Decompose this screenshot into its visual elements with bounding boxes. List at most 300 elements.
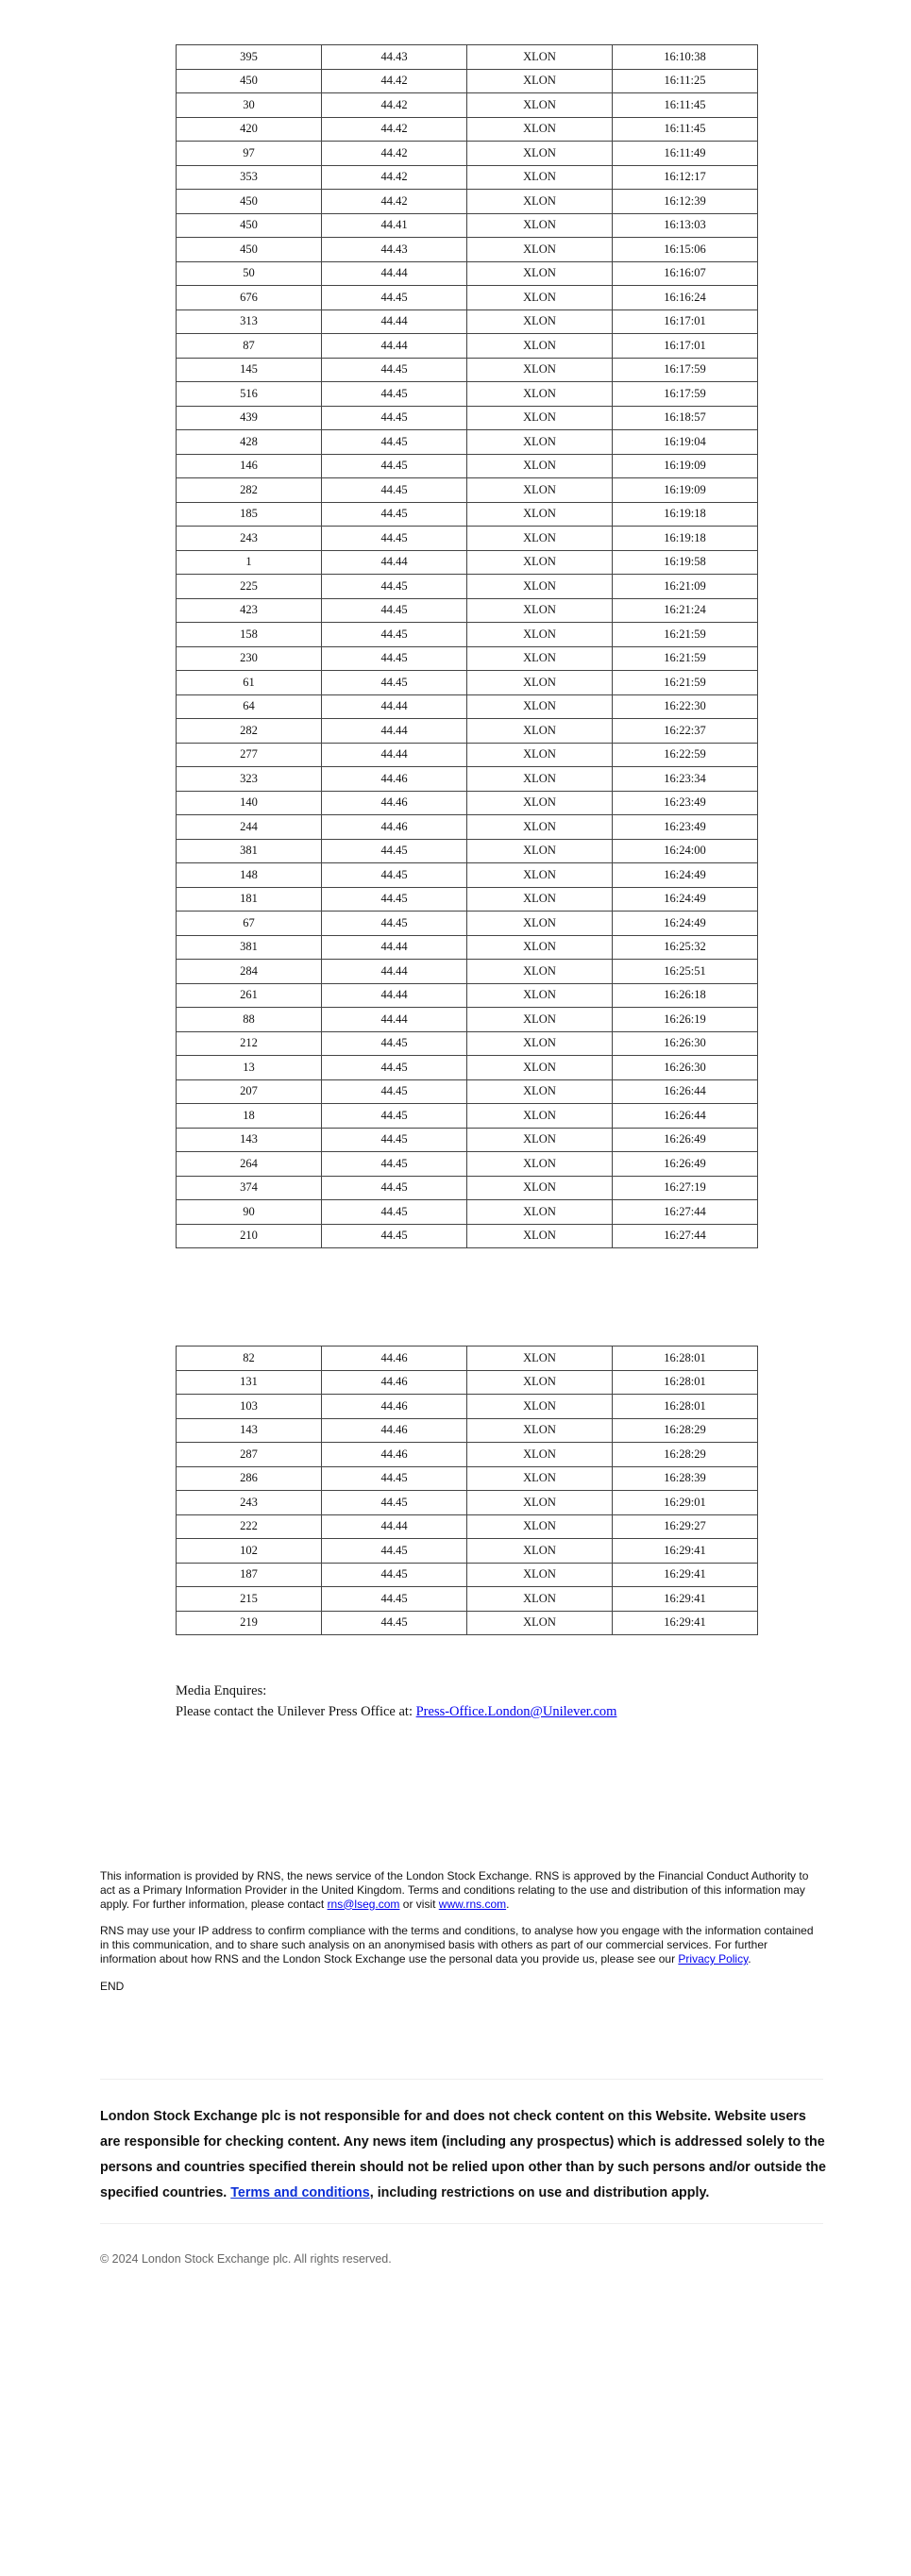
table-cell: 90: [177, 1200, 322, 1225]
table-cell: 264: [177, 1152, 322, 1177]
table-row: [177, 213, 758, 238]
table-cell: XLON: [467, 1031, 613, 1056]
table-cell: XLON: [467, 1514, 613, 1539]
table-cell: XLON: [467, 1611, 613, 1635]
table-cell: XLON: [467, 646, 613, 671]
rns-website-link[interactable]: www.rns.com: [438, 1897, 507, 1911]
table-cell: 44.46: [322, 1443, 467, 1467]
table-cell: 44.45: [322, 598, 467, 623]
media-heading: Media Enquires:: [176, 1683, 267, 1698]
table-cell: 16:23:34: [613, 767, 758, 792]
table-row: [177, 142, 758, 166]
table-row: [177, 93, 758, 118]
table-cell: 30: [177, 93, 322, 118]
table-row: [177, 1418, 758, 1443]
table-cell: 44.45: [322, 1200, 467, 1225]
table-cell: XLON: [467, 238, 613, 262]
table-row: [177, 238, 758, 262]
table-cell: 44.46: [322, 791, 467, 815]
transactions-table-2: [176, 1346, 758, 1635]
table-cell: 44.44: [322, 694, 467, 719]
table-cell: XLON: [467, 1370, 613, 1395]
table-cell: 420: [177, 117, 322, 142]
table-cell: 44.46: [322, 1395, 467, 1419]
table-cell: 44.44: [322, 743, 467, 767]
table-row: [177, 190, 758, 214]
table-cell: 44.45: [322, 646, 467, 671]
table-cell: 44.45: [322, 1224, 467, 1248]
table-cell: XLON: [467, 1563, 613, 1587]
table-cell: XLON: [467, 550, 613, 575]
table-cell: 16:24:49: [613, 863, 758, 888]
table-cell: 44.45: [322, 1611, 467, 1635]
table-cell: 143: [177, 1128, 322, 1152]
table-cell: 97: [177, 142, 322, 166]
table-cell: 16:27:19: [613, 1176, 758, 1200]
table-cell: 16:12:17: [613, 165, 758, 190]
table-cell: XLON: [467, 1587, 613, 1612]
table-cell: 44.46: [322, 815, 467, 840]
table-cell: 145: [177, 358, 322, 382]
table-cell: 222: [177, 1514, 322, 1539]
table-row: [177, 69, 758, 93]
table-cell: XLON: [467, 1056, 613, 1080]
table-cell: 44.42: [322, 69, 467, 93]
table-cell: 44.44: [322, 550, 467, 575]
table-cell: 16:27:44: [613, 1224, 758, 1248]
table-cell: 87: [177, 334, 322, 359]
transactions-table-1: [176, 44, 758, 1248]
lse-disclaimer: [100, 2104, 827, 2206]
table-cell: 16:28:01: [613, 1395, 758, 1419]
table-cell: 44.42: [322, 165, 467, 190]
table-cell: 67: [177, 912, 322, 936]
table-cell: 16:22:59: [613, 743, 758, 767]
table-cell: 16:28:29: [613, 1418, 758, 1443]
table-cell: XLON: [467, 286, 613, 310]
table-row: [177, 575, 758, 599]
table-cell: 64: [177, 694, 322, 719]
table-cell: 44.42: [322, 142, 467, 166]
rns-email-link[interactable]: rns@lseg.com: [327, 1897, 400, 1911]
table-row: [177, 309, 758, 334]
rns-p1-text-3: .: [506, 1897, 510, 1911]
table-cell: XLON: [467, 1539, 613, 1564]
table-cell: XLON: [467, 1443, 613, 1467]
table-cell: 16:29:41: [613, 1539, 758, 1564]
table-cell: 44.45: [322, 1079, 467, 1104]
table-cell: 16:18:57: [613, 406, 758, 430]
table-cell: 16:29:01: [613, 1491, 758, 1515]
table-cell: XLON: [467, 213, 613, 238]
table-cell: 516: [177, 382, 322, 407]
table-cell: XLON: [467, 69, 613, 93]
table-cell: XLON: [467, 142, 613, 166]
table-cell: 44.46: [322, 1347, 467, 1371]
table-cell: 44.45: [322, 1491, 467, 1515]
table-cell: 61: [177, 671, 322, 695]
table-cell: 44.44: [322, 983, 467, 1008]
table-cell: 44.45: [322, 887, 467, 912]
table-cell: 44.45: [322, 430, 467, 455]
table-cell: 44.45: [322, 286, 467, 310]
table-row: [177, 623, 758, 647]
table-cell: 16:19:18: [613, 502, 758, 527]
table-cell: 44.45: [322, 1056, 467, 1080]
table-row: [177, 382, 758, 407]
table-cell: XLON: [467, 863, 613, 888]
table-cell: 44.42: [322, 117, 467, 142]
end-marker: END: [100, 1979, 125, 1993]
table-cell: 395: [177, 45, 322, 70]
table-cell: 16:28:01: [613, 1370, 758, 1395]
table-cell: XLON: [467, 45, 613, 70]
table-cell: 16:19:04: [613, 430, 758, 455]
table-cell: 16:24:49: [613, 887, 758, 912]
table-cell: 44.45: [322, 671, 467, 695]
table-cell: XLON: [467, 406, 613, 430]
table-row: [177, 527, 758, 551]
table-cell: XLON: [467, 261, 613, 286]
table-cell: XLON: [467, 791, 613, 815]
table-cell: 16:12:39: [613, 190, 758, 214]
table-row: [177, 1587, 758, 1612]
table-cell: XLON: [467, 1176, 613, 1200]
table-cell: 210: [177, 1224, 322, 1248]
table-cell: XLON: [467, 1491, 613, 1515]
rns-p1-text: This information is provided by RNS, the news service of the London Stock Exchange. RNS is approved by the Financial Conduct Authority to act as a Primary Information Provider in the United Kingdom. Terms and conditions relating to the use and distribution of this information may apply. For further information, please contact: [100, 1869, 809, 1911]
table-cell: 148: [177, 863, 322, 888]
table-cell: XLON: [467, 1466, 613, 1491]
table-cell: 185: [177, 502, 322, 527]
table-cell: 16:26:49: [613, 1128, 758, 1152]
table-cell: XLON: [467, 960, 613, 984]
table-row: [177, 983, 758, 1008]
table-row: [177, 1056, 758, 1080]
table-cell: 16:16:07: [613, 261, 758, 286]
table-cell: XLON: [467, 93, 613, 118]
divider: [100, 2079, 823, 2080]
table-cell: 381: [177, 839, 322, 863]
table-cell: 44.45: [322, 406, 467, 430]
table-cell: 423: [177, 598, 322, 623]
table-cell: 44.45: [322, 502, 467, 527]
table-cell: 244: [177, 815, 322, 840]
table-cell: XLON: [467, 430, 613, 455]
table-cell: 143: [177, 1418, 322, 1443]
table-cell: XLON: [467, 478, 613, 503]
disclaimer-text: London Stock Exchange plc is not responsible for and does not check content on this Website. Website users are responsible for checking content. Any news item (including any prospectus) which is addressed solely to the persons and countries specified therein should not be relied upon other than by such persons and/or outside the specified countries.: [100, 2109, 826, 2200]
table-cell: 16:26:19: [613, 1008, 758, 1032]
table-row: [177, 960, 758, 984]
table-cell: 16:24:49: [613, 912, 758, 936]
table-cell: 16:11:25: [613, 69, 758, 93]
table-cell: XLON: [467, 165, 613, 190]
table-cell: 44.45: [322, 575, 467, 599]
table-cell: 16:28:29: [613, 1443, 758, 1467]
table-cell: 16:15:06: [613, 238, 758, 262]
table-cell: 16:21:59: [613, 671, 758, 695]
table-cell: 44.45: [322, 382, 467, 407]
table-row: [177, 1539, 758, 1564]
table-cell: 16:19:18: [613, 527, 758, 551]
table-row: [177, 839, 758, 863]
table-cell: 18: [177, 1104, 322, 1129]
table-cell: 44.45: [322, 1104, 467, 1129]
table-cell: XLON: [467, 1128, 613, 1152]
table-cell: XLON: [467, 983, 613, 1008]
rns-p2-text-2: .: [748, 1951, 751, 1965]
table-row: [177, 334, 758, 359]
table-cell: 13: [177, 1056, 322, 1080]
divider: [100, 2223, 823, 2224]
table-cell: 450: [177, 213, 322, 238]
media-enquiries: [176, 1681, 616, 1722]
table-cell: 243: [177, 1491, 322, 1515]
table-row: [177, 671, 758, 695]
table-cell: 44.43: [322, 45, 467, 70]
table-cell: 44.45: [322, 839, 467, 863]
table-cell: 44.44: [322, 309, 467, 334]
table-row: [177, 406, 758, 430]
table-cell: 16:21:09: [613, 575, 758, 599]
table-cell: 16:25:51: [613, 960, 758, 984]
table-cell: 44.45: [322, 912, 467, 936]
table-cell: 44.45: [322, 1176, 467, 1200]
table-cell: 277: [177, 743, 322, 767]
table-cell: 313: [177, 309, 322, 334]
table-row: [177, 1176, 758, 1200]
table-row: [177, 550, 758, 575]
table-row: [177, 1104, 758, 1129]
press-office-email-link[interactable]: Press-Office.London@Unilever.com: [415, 1704, 617, 1719]
table-row: [177, 1008, 758, 1032]
table-cell: 146: [177, 454, 322, 478]
table-cell: 16:21:59: [613, 646, 758, 671]
table-cell: XLON: [467, 334, 613, 359]
table-row: [177, 743, 758, 767]
table-cell: 230: [177, 646, 322, 671]
table-cell: 44.45: [322, 863, 467, 888]
table-cell: 16:28:39: [613, 1466, 758, 1491]
table-row: [177, 1152, 758, 1177]
table-cell: 16:29:41: [613, 1587, 758, 1612]
table-cell: XLON: [467, 623, 613, 647]
table-cell: 88: [177, 1008, 322, 1032]
table-cell: XLON: [467, 598, 613, 623]
table-cell: XLON: [467, 743, 613, 767]
rns-privacy-paragraph: [100, 1924, 818, 1965]
table-cell: XLON: [467, 815, 613, 840]
table-cell: XLON: [467, 527, 613, 551]
table-cell: 44.44: [322, 334, 467, 359]
table-cell: 44.46: [322, 767, 467, 792]
table-cell: 181: [177, 887, 322, 912]
table-cell: 16:17:59: [613, 382, 758, 407]
table-cell: XLON: [467, 1418, 613, 1443]
table-cell: XLON: [467, 117, 613, 142]
table-cell: 82: [177, 1347, 322, 1371]
table-cell: XLON: [467, 190, 613, 214]
table-cell: 323: [177, 767, 322, 792]
table-cell: 16:19:58: [613, 550, 758, 575]
table-cell: 450: [177, 190, 322, 214]
table-cell: 353: [177, 165, 322, 190]
table-row: [177, 863, 758, 888]
table-cell: 676: [177, 286, 322, 310]
table-row: [177, 358, 758, 382]
table-cell: 187: [177, 1563, 322, 1587]
table-row: [177, 286, 758, 310]
table-cell: XLON: [467, 767, 613, 792]
table-cell: XLON: [467, 1347, 613, 1371]
table-cell: 44.45: [322, 1563, 467, 1587]
table-cell: 44.43: [322, 238, 467, 262]
table-cell: 16:10:38: [613, 45, 758, 70]
table-row: [177, 1514, 758, 1539]
table-row: [177, 887, 758, 912]
table-row: [177, 767, 758, 792]
table-cell: 16:11:45: [613, 117, 758, 142]
table-cell: XLON: [467, 309, 613, 334]
table-cell: 16:11:49: [613, 142, 758, 166]
table-row: [177, 1347, 758, 1371]
table-cell: 44.45: [322, 1539, 467, 1564]
table-cell: 16:22:30: [613, 694, 758, 719]
table-row: [177, 478, 758, 503]
privacy-policy-link[interactable]: Privacy Policy: [678, 1951, 749, 1965]
table-cell: 44.45: [322, 454, 467, 478]
table-cell: 44.45: [322, 358, 467, 382]
table-row: [177, 1031, 758, 1056]
table-cell: XLON: [467, 935, 613, 960]
table-cell: 243: [177, 527, 322, 551]
table-cell: 16:22:37: [613, 719, 758, 744]
table-row: [177, 1128, 758, 1152]
table-cell: 381: [177, 935, 322, 960]
table-cell: XLON: [467, 382, 613, 407]
table-cell: 44.44: [322, 719, 467, 744]
table-cell: 282: [177, 719, 322, 744]
table-cell: 428: [177, 430, 322, 455]
table-cell: XLON: [467, 694, 613, 719]
table-cell: 44.45: [322, 1466, 467, 1491]
table-cell: 44.42: [322, 190, 467, 214]
table-cell: XLON: [467, 887, 613, 912]
table-row: [177, 1563, 758, 1587]
table-row: [177, 502, 758, 527]
table-cell: 16:16:24: [613, 286, 758, 310]
table-cell: 16:19:09: [613, 478, 758, 503]
table-cell: XLON: [467, 1152, 613, 1177]
table-cell: 287: [177, 1443, 322, 1467]
table-cell: 225: [177, 575, 322, 599]
table-cell: 102: [177, 1539, 322, 1564]
table-cell: 16:11:45: [613, 93, 758, 118]
table-cell: XLON: [467, 1395, 613, 1419]
table-row: [177, 165, 758, 190]
table-cell: XLON: [467, 1224, 613, 1248]
media-contact: [176, 1701, 616, 1722]
table-cell: XLON: [467, 912, 613, 936]
table-row: [177, 261, 758, 286]
table-row: [177, 815, 758, 840]
table-cell: 1: [177, 550, 322, 575]
table-cell: 44.44: [322, 1514, 467, 1539]
table-row: [177, 598, 758, 623]
table-cell: 219: [177, 1611, 322, 1635]
table-cell: 44.41: [322, 213, 467, 238]
table-cell: 207: [177, 1079, 322, 1104]
table-cell: 16:29:41: [613, 1563, 758, 1587]
table-row: [177, 117, 758, 142]
table-row: [177, 1224, 758, 1248]
table-cell: 374: [177, 1176, 322, 1200]
terms-and-conditions-link[interactable]: Terms and conditions: [230, 2185, 370, 2200]
table-row: [177, 791, 758, 815]
table-cell: 286: [177, 1466, 322, 1491]
table-cell: 16:26:30: [613, 1056, 758, 1080]
table-cell: 44.44: [322, 960, 467, 984]
table-cell: 103: [177, 1395, 322, 1419]
table-row: [177, 694, 758, 719]
table-cell: XLON: [467, 1200, 613, 1225]
table-cell: 16:17:01: [613, 309, 758, 334]
table-row: [177, 430, 758, 455]
table-cell: 16:23:49: [613, 815, 758, 840]
table-cell: 16:13:03: [613, 213, 758, 238]
table-cell: 284: [177, 960, 322, 984]
rns-provider-paragraph: [100, 1869, 818, 1911]
table-cell: 44.46: [322, 1418, 467, 1443]
table-cell: 44.44: [322, 935, 467, 960]
table-cell: 158: [177, 623, 322, 647]
table-row: [177, 454, 758, 478]
table-cell: XLON: [467, 839, 613, 863]
table-cell: 16:29:27: [613, 1514, 758, 1539]
table-cell: 16:26:18: [613, 983, 758, 1008]
table-row: [177, 45, 758, 70]
table-cell: 16:17:59: [613, 358, 758, 382]
table-cell: XLON: [467, 502, 613, 527]
table-cell: 215: [177, 1587, 322, 1612]
table-cell: 16:28:01: [613, 1347, 758, 1371]
table-cell: 16:25:32: [613, 935, 758, 960]
table-cell: 44.45: [322, 527, 467, 551]
table-row: [177, 1443, 758, 1467]
table-cell: 450: [177, 238, 322, 262]
table-cell: 16:24:00: [613, 839, 758, 863]
table-cell: 44.44: [322, 261, 467, 286]
table-cell: 16:26:30: [613, 1031, 758, 1056]
rns-p1-text-2: or visit: [399, 1897, 439, 1911]
table-cell: 140: [177, 791, 322, 815]
table-row: [177, 646, 758, 671]
table-cell: 16:29:41: [613, 1611, 758, 1635]
table-cell: 439: [177, 406, 322, 430]
table-cell: 282: [177, 478, 322, 503]
table-cell: XLON: [467, 1008, 613, 1032]
table-cell: 44.45: [322, 623, 467, 647]
rns-p2-text: RNS may use your IP address to confirm compliance with the terms and conditions, to analyse how you engage with the information contained in this communication, and to share such analysis on an anonymised basis with others as part of our commercial services. For further information about how RNS and the London Stock Exchange use the personal data you provide us, please see our: [100, 1924, 814, 1965]
table-cell: 16:21:24: [613, 598, 758, 623]
table-cell: XLON: [467, 454, 613, 478]
table-row: [177, 1395, 758, 1419]
table-cell: XLON: [467, 1079, 613, 1104]
table-cell: 16:21:59: [613, 623, 758, 647]
media-contact-text: Please contact the Unilever Press Office at:: [176, 1704, 416, 1719]
table-row: [177, 1200, 758, 1225]
